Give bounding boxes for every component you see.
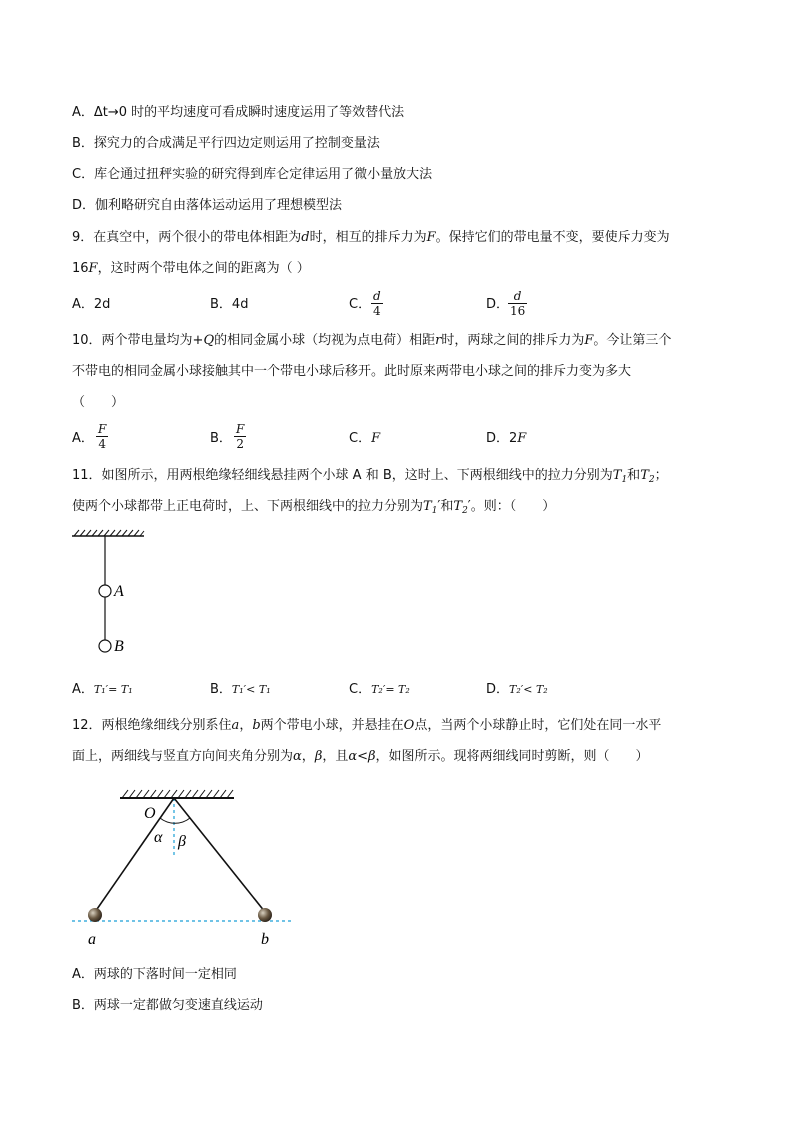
q11-stem-text: 使两个小球都带上正电荷时，上、下两根细线中的拉力分别为 [72, 499, 424, 514]
ball-b [258, 908, 272, 922]
q9-var-f: F [426, 230, 436, 245]
q11-t1p: T [423, 499, 432, 514]
fraction-numerator: F [236, 422, 245, 436]
ceiling-hatching [74, 530, 144, 536]
label-b: b [261, 931, 269, 948]
fraction-denominator: 4 [98, 437, 106, 451]
label-b: B [114, 638, 124, 655]
option-label: D．2 [486, 431, 518, 446]
q11-t1-sub: 1 [621, 475, 628, 485]
q11-option-a [72, 681, 133, 699]
q8-option-c: C．库仑通过扭秤实验的研究得到库仑定律运用了微小量放大法 [72, 167, 433, 182]
fraction-numerator: d [513, 289, 522, 303]
label-beta: β [178, 833, 186, 850]
q9-stem-text: 16 [72, 261, 89, 276]
option-expr: T₁′< T₁ [231, 683, 271, 696]
fraction-denominator: 2 [236, 437, 244, 451]
q10-var-f: F [584, 333, 594, 348]
q11-stem-text: 和 [440, 499, 454, 514]
q12-stem-text: ， [301, 749, 315, 764]
option-value: F [517, 431, 527, 446]
ceiling-hatching [122, 790, 233, 798]
q10-stem-text: 时，两球之间的排斥力为 [441, 333, 585, 348]
q9-option-a: A．2d [72, 297, 111, 312]
option-value: F [371, 431, 381, 446]
q11-stem-text: 和 [627, 468, 641, 483]
q10-var-q: Q [203, 333, 215, 348]
fraction-denominator: 4 [373, 304, 381, 318]
q10-option-d [486, 430, 526, 448]
q9-stem-text: 9．在真空中，两个很小的带电体相距为 [72, 230, 302, 245]
q10-stem-text: 的相同金属小球（均视为点电荷）相距 [214, 333, 436, 348]
q11-t2: T [640, 468, 649, 483]
q8-option-d: D．伽利略研究自由落体运动运用了理想模型法 [72, 198, 343, 213]
q11-stem-line1 [72, 467, 668, 489]
q12-option-b: B．两球一定都做匀变速直线运动 [72, 998, 263, 1013]
q8-option-b: B．探究力的合成满足平行四边定则运用了控制变量法 [72, 136, 380, 151]
q12-inequality: α<β [348, 749, 376, 764]
q12-var-o: O [403, 718, 415, 733]
q10-stem-line1 [72, 332, 671, 350]
q11-t1: T [612, 468, 622, 483]
q12-figure [68, 784, 298, 949]
q12-beta: β [314, 749, 323, 764]
fraction-numerator: F [98, 422, 107, 436]
option-label: D． [486, 682, 510, 697]
q12-stem-text: ，且 [322, 749, 349, 764]
q11-stem-text: 11．如图所示，用两根绝缘轻细线悬挂两个小球 A 和 B，这时上、下两根细线中的拉力分别为 [72, 468, 613, 483]
option-label: C． [349, 682, 372, 697]
q12-stem-text: 面上，两细线与竖直方向间夹角分别为 [72, 749, 294, 764]
q9-option-c-fraction [371, 289, 383, 318]
q11-t2p-sub: 2 [462, 506, 468, 516]
fraction-numerator: d [373, 289, 381, 303]
q11-t2p-prime: ′ [467, 499, 471, 514]
q10-stem-text: 。今让第三个 [593, 333, 672, 348]
q10-option-b-label: B． [210, 431, 232, 446]
q9-stem-text: 时，相互的排斥力为 [309, 230, 427, 245]
option-label: B． [210, 682, 232, 697]
q12-alpha: α [293, 749, 302, 764]
ball-b [99, 640, 111, 652]
q12-stem-line1 [72, 717, 661, 735]
option-expr: T₁′= T₁ [93, 683, 133, 696]
q9-option-c-label: C． [349, 297, 372, 312]
fraction-denominator: 16 [510, 304, 526, 318]
q10-option-b-fraction [234, 422, 246, 451]
option-label: A． [72, 682, 94, 697]
q12-stem-text: 12．两根绝缘细线分别系住 [72, 718, 232, 733]
q11-figure [70, 528, 160, 658]
q10-option-a-fraction [96, 422, 108, 451]
q12-stem-text: ，如图所示。现将两细线同时剪断，则（ ） [375, 749, 649, 764]
thread-a [95, 798, 174, 912]
q9-option-d-label: D． [486, 297, 510, 312]
option-expr: T₂′< T₂ [509, 683, 548, 696]
q12-var-a: a [231, 718, 240, 733]
q10-option-a-label: A． [72, 431, 94, 446]
option-label: C． [349, 431, 372, 446]
q12-stem-text: 点，当两个小球静止时，它们处在同一水平 [414, 718, 662, 733]
q8-option-a: A．Δt→0 时的平均速度可看成瞬时速度运用了等效替代法 [72, 105, 405, 120]
q9-var-d: d [301, 230, 310, 245]
q12-stem-text: 两个带电小球，并悬挂在 [260, 718, 404, 733]
label-a: A [114, 583, 124, 600]
q11-option-d [486, 681, 548, 699]
q9-var-f: F [88, 261, 98, 276]
q11-t1p-prime: ′ [437, 499, 441, 514]
q10-option-c [349, 430, 380, 448]
q10-stem-text: 10．两个带电量均为+ [72, 333, 204, 348]
thread-b [174, 798, 265, 912]
q12-var-b: b [252, 718, 261, 733]
ball-a [99, 585, 111, 597]
q9-stem-text: 。保持它们的带电量不变，要使斥力变为 [435, 230, 670, 245]
q10-stem-line2: 不带电的相同金属小球接触其中一个带电小球后移开。此时原来两带电小球之间的排斥力变为多大 [72, 364, 632, 379]
q12-option-a: A．两球的下落时间一定相同 [72, 967, 237, 982]
q9-stem-text: ，这时两个带电体之间的距离为（ ） [97, 261, 310, 276]
q11-stem-text: 。则：（ ） [470, 499, 556, 514]
q11-t1p-sub: 1 [431, 506, 438, 516]
label-a: a [88, 931, 96, 948]
q11-t2p: T [453, 499, 463, 514]
q10-var-r: r [435, 333, 442, 348]
q9-stem-line2 [72, 260, 310, 278]
q11-option-b [210, 681, 271, 699]
ball-a [88, 908, 102, 922]
q12-stem-line2 [72, 748, 649, 766]
q9-stem-line1 [72, 229, 670, 247]
q10-stem-line3: （ ） [72, 395, 125, 410]
q11-t2-sub: 2 [648, 475, 655, 485]
q9-option-b: B．4d [210, 297, 249, 312]
q11-stem-text: ； [654, 468, 668, 483]
q12-stem-text: ， [239, 718, 253, 733]
q11-option-c [349, 681, 410, 699]
q9-option-d-fraction [508, 289, 527, 318]
label-alpha: α [154, 829, 163, 846]
angle-arc [160, 818, 190, 823]
label-o: O [144, 805, 156, 822]
q11-stem-line2 [72, 498, 555, 520]
option-expr: T₂′= T₂ [371, 683, 410, 696]
